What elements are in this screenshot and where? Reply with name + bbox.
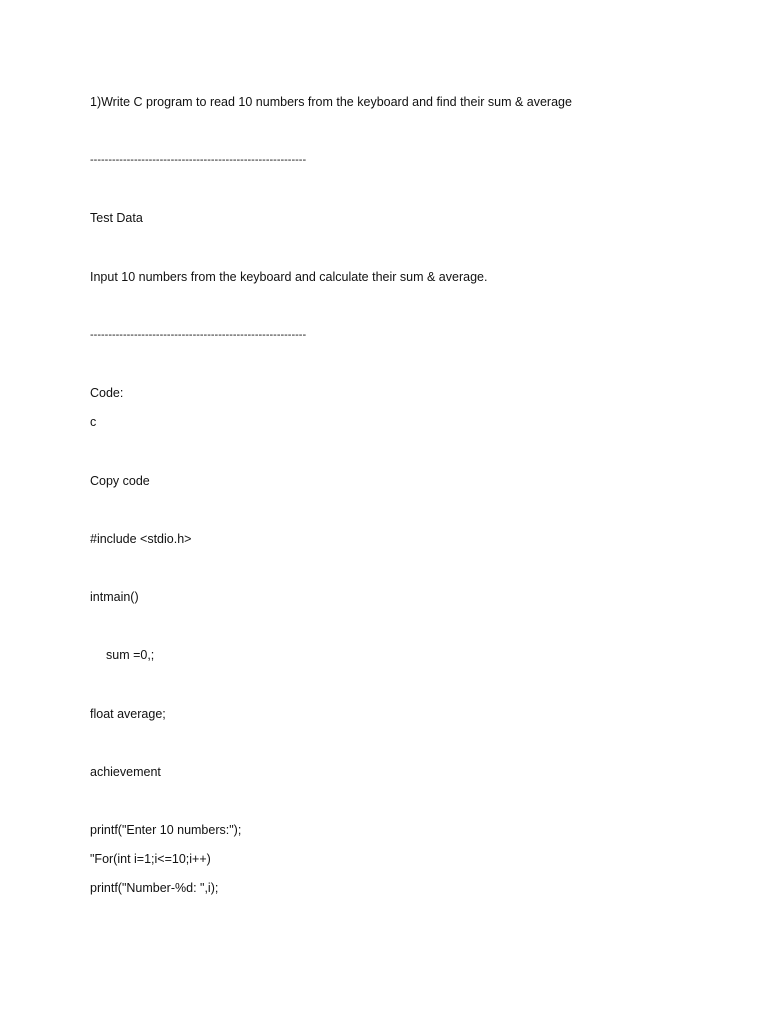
separator-line: ----------------------------------------------------------- xyxy=(90,154,307,166)
code-line: printf("Enter 10 numbers:"); xyxy=(90,823,242,837)
separator-line: ----------------------------------------------------------- xyxy=(90,329,307,341)
code-line: intmain() xyxy=(90,590,139,604)
code-line: achievement xyxy=(90,765,161,779)
question-text: 1)Write C program to read 10 numbers from the keyboard and find their sum & average xyxy=(90,95,572,109)
test-data-text: Input 10 numbers from the keyboard and calculate their sum & average. xyxy=(90,270,488,284)
code-line: sum =0,; xyxy=(106,648,155,662)
code-heading: Code: xyxy=(90,386,124,400)
code-line: #include <stdio.h> xyxy=(90,532,192,546)
code-language-label: c xyxy=(90,415,97,429)
copy-code-button[interactable]: Copy code xyxy=(90,474,150,488)
code-line: float average; xyxy=(90,707,166,721)
test-data-heading: Test Data xyxy=(90,211,143,225)
code-line: printf("Number-%d: ",i); xyxy=(90,881,219,895)
code-line: "For(int i=1;i<=10;i++) xyxy=(90,852,211,866)
